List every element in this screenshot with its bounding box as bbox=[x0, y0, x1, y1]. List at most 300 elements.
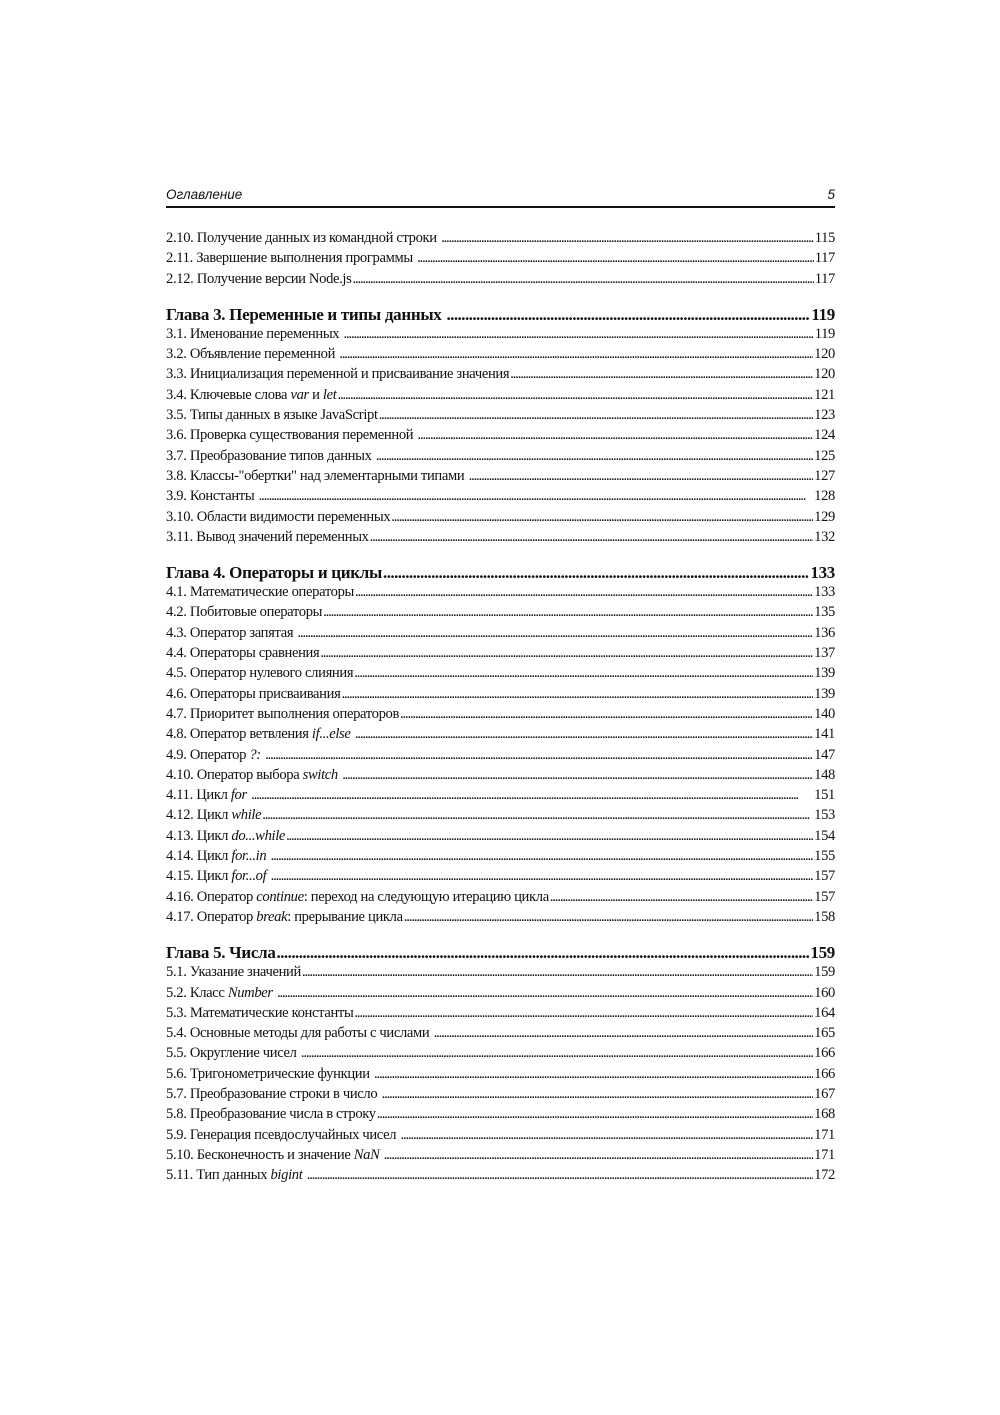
toc-entry-title-part: Получение версии Node.js bbox=[196, 270, 352, 287]
toc-entry-title-part: break bbox=[256, 908, 288, 925]
toc-entry-page: 136 bbox=[814, 624, 835, 641]
toc-entry-title-part: Number bbox=[227, 984, 273, 1001]
toc-entry-label bbox=[166, 1064, 373, 1084]
toc-entry-label bbox=[166, 907, 403, 927]
toc-entry-title-part: Бесконечность и значение bbox=[196, 1146, 354, 1163]
toc-entry[interactable] bbox=[166, 765, 835, 785]
dot-leader bbox=[382, 1084, 814, 1104]
toc-entry-title-part: Именование переменных bbox=[189, 325, 343, 342]
toc-entry[interactable] bbox=[166, 684, 835, 704]
toc-entry-title-part: : переход на следующую итерацию цикла bbox=[303, 888, 549, 905]
toc-entry-label bbox=[166, 684, 340, 704]
toc-entry-page: 125 bbox=[814, 447, 835, 464]
toc-entry-number: 2.12. bbox=[166, 270, 194, 287]
toc-entry-number: 4.15. bbox=[166, 868, 194, 885]
toc-entry-title-part: Преобразование типов данных bbox=[189, 447, 375, 464]
toc-entry-title-part: ?: bbox=[249, 746, 261, 763]
dot-leader bbox=[320, 643, 813, 663]
dot-leader bbox=[400, 704, 813, 724]
toc-entry-label bbox=[166, 866, 270, 886]
toc-entry-number: 5.6. bbox=[166, 1065, 187, 1082]
toc-entry-page: 132 bbox=[814, 528, 835, 545]
toc-entry-title-part: Получение данных из командной строки bbox=[196, 230, 441, 246]
toc-entry-page: 133 bbox=[810, 563, 835, 583]
toc-entry-title-part: let bbox=[322, 386, 337, 403]
toc-entry-title-part bbox=[273, 985, 276, 1001]
toc-entry-number: 5.1. bbox=[166, 964, 187, 981]
toc-entry-number: 4.9. bbox=[166, 746, 187, 763]
toc-entry-title-part: Ключевые слова bbox=[189, 386, 291, 403]
toc-entry-title-part: Цикл bbox=[196, 787, 231, 804]
dot-leader bbox=[341, 684, 813, 704]
toc-entry[interactable] bbox=[166, 486, 835, 506]
toc-entry[interactable] bbox=[166, 1064, 835, 1084]
toc-entry-number: 4.16. bbox=[166, 888, 194, 905]
toc-entry-number: 4.2. bbox=[166, 604, 187, 621]
toc-entry-label bbox=[166, 446, 375, 466]
toc-entry-title-part: и bbox=[308, 386, 323, 403]
toc-entry-number: 4.14. bbox=[166, 848, 194, 865]
toc-entry-page: 119 bbox=[814, 325, 835, 342]
toc-entry-title-part: Побитовые операторы bbox=[189, 604, 323, 621]
toc-entry-page: 157 bbox=[814, 888, 835, 905]
toc-entry-label bbox=[166, 1043, 300, 1063]
dot-leader bbox=[342, 765, 813, 785]
dot-leader bbox=[323, 602, 813, 622]
toc-entry-label bbox=[166, 785, 250, 805]
toc-entry-page: 127 bbox=[814, 467, 835, 484]
toc-entry-number: 4.13. bbox=[166, 827, 194, 844]
toc-entry-number: Глава 4. bbox=[166, 563, 226, 583]
toc-entry-title-part: Классы-"обертки" над элементарными типами bbox=[189, 467, 468, 484]
toc-entry-title-part: Операторы и циклы bbox=[229, 563, 382, 583]
toc-entry-title-part: Константы bbox=[189, 488, 258, 505]
toc-entry-number: 2.11. bbox=[166, 250, 193, 267]
dot-leader bbox=[259, 486, 814, 506]
toc-chapter-heading[interactable] bbox=[166, 563, 835, 582]
toc-entry-number: 4.7. bbox=[166, 705, 187, 722]
toc-entry-page: 151 bbox=[814, 787, 835, 804]
dot-leader bbox=[469, 466, 814, 486]
toc-entry-page: 117 bbox=[814, 250, 835, 267]
dot-leader bbox=[377, 1104, 813, 1124]
toc-entry-page: 171 bbox=[814, 1146, 835, 1163]
toc-entry-label bbox=[166, 846, 270, 866]
toc-entry-label bbox=[166, 887, 549, 907]
toc-entry[interactable] bbox=[166, 405, 835, 425]
toc-entry-label bbox=[166, 663, 353, 683]
toc-entry-page: 154 bbox=[814, 827, 835, 844]
toc-entry-title-part: bigint bbox=[270, 1167, 303, 1184]
toc-entry-page: 171 bbox=[814, 1126, 835, 1143]
toc-entry-title-part: switch bbox=[302, 766, 338, 783]
toc-entry-page: 148 bbox=[814, 766, 835, 783]
toc-entry-number: 5.2. bbox=[166, 984, 187, 1001]
toc-entry-label bbox=[166, 704, 399, 724]
toc-entry[interactable] bbox=[166, 1125, 835, 1145]
toc-entry-number: 3.11. bbox=[166, 528, 193, 545]
toc-entry-number: 5.8. bbox=[166, 1106, 187, 1123]
toc-entry-label bbox=[166, 248, 416, 268]
toc-entry-label bbox=[166, 486, 258, 506]
toc-entry-page: 164 bbox=[814, 1004, 835, 1021]
toc-entry-title-part: Типы данных в языке JavaScript bbox=[189, 407, 378, 424]
toc-entry-title-part: if...else bbox=[311, 726, 351, 743]
toc-entry-label bbox=[166, 344, 338, 364]
toc-entry[interactable] bbox=[166, 1023, 835, 1043]
toc-entry[interactable] bbox=[166, 385, 835, 405]
toc-entry-page: 159 bbox=[814, 964, 835, 981]
dot-leader bbox=[307, 1165, 813, 1185]
toc-entry-label bbox=[166, 1104, 376, 1124]
toc-entry-number: 4.1. bbox=[166, 584, 187, 601]
dot-leader bbox=[302, 962, 813, 982]
toc-entry-title-part: Оператор выбора bbox=[196, 766, 303, 783]
toc-entry-label bbox=[166, 1003, 353, 1023]
toc-entry[interactable] bbox=[166, 983, 835, 1003]
toc-entry[interactable] bbox=[166, 344, 835, 364]
dot-leader bbox=[251, 785, 813, 805]
toc-entry-label bbox=[166, 943, 276, 962]
toc-entry-page: 165 bbox=[814, 1025, 835, 1042]
toc-entry-label bbox=[166, 1084, 381, 1104]
page-number: 5 bbox=[827, 187, 835, 202]
dot-leader bbox=[277, 943, 810, 962]
dot-leader bbox=[510, 364, 813, 384]
dot-leader bbox=[297, 623, 813, 643]
dot-leader bbox=[370, 527, 814, 547]
toc-entry-title-part: Цикл bbox=[196, 848, 232, 865]
dot-leader bbox=[354, 1003, 813, 1023]
toc-entry-label bbox=[166, 582, 354, 602]
toc-entry-page: 121 bbox=[814, 386, 835, 403]
toc-entry-label bbox=[166, 643, 319, 663]
toc-entry-label bbox=[166, 305, 445, 324]
dot-leader bbox=[265, 745, 813, 765]
toc-entry-page: 153 bbox=[814, 807, 835, 824]
toc-entry-number: 4.11. bbox=[166, 787, 193, 804]
toc-entry-label bbox=[166, 364, 509, 384]
toc-entry-label bbox=[166, 724, 354, 744]
toc-entry[interactable] bbox=[166, 724, 835, 744]
toc-entry-title-part: Оператор bbox=[196, 908, 257, 925]
toc-entry-title-part: Преобразование строки в число bbox=[189, 1085, 381, 1102]
toc-entry-title-part: Операторы присваивания bbox=[189, 685, 341, 702]
toc-entry-title-part: Вывод значений переменных bbox=[196, 528, 369, 545]
dot-leader bbox=[400, 1125, 813, 1145]
toc-entry-title-part: Числа bbox=[229, 943, 276, 963]
toc-entry-label bbox=[166, 745, 264, 765]
toc-entry-page: 168 bbox=[814, 1106, 835, 1123]
toc-entry-label bbox=[166, 623, 296, 643]
toc-entry-page: 128 bbox=[814, 488, 835, 505]
toc-entry-title-part bbox=[247, 787, 250, 803]
dot-leader bbox=[355, 724, 813, 744]
toc-entry-title-part: Цикл bbox=[196, 868, 232, 885]
toc-entry-number: 4.12. bbox=[166, 807, 194, 824]
toc-entry[interactable] bbox=[166, 907, 835, 927]
toc-entry-number: 3.7. bbox=[166, 447, 187, 464]
toc-entry[interactable] bbox=[166, 887, 835, 907]
toc-entry-label bbox=[166, 466, 468, 486]
toc-entry-title-part: Инициализация переменной и присваивание значения bbox=[189, 366, 510, 383]
toc-entry-page: 157 bbox=[814, 868, 835, 885]
toc-entry-page: 140 bbox=[814, 705, 835, 722]
toc-entry-page: 159 bbox=[810, 943, 835, 963]
dot-leader bbox=[374, 1064, 813, 1084]
toc-entry-title-part: var bbox=[290, 386, 309, 403]
toc-entry-page: 119 bbox=[811, 304, 835, 324]
toc-entry-number: Глава 5. bbox=[166, 943, 226, 963]
toc-entry-title-part bbox=[338, 767, 341, 783]
toc-entry[interactable] bbox=[166, 1104, 835, 1124]
toc-entry-label bbox=[166, 228, 440, 248]
toc-entry-title-part: Тригонометрические функции bbox=[189, 1065, 374, 1082]
toc-entry[interactable] bbox=[166, 324, 835, 344]
toc-entry-page: 166 bbox=[814, 1045, 835, 1062]
toc-entry-number: Глава 3. bbox=[166, 304, 226, 324]
toc-entry[interactable] bbox=[166, 704, 835, 724]
toc-entry-title-part: Генерация псевдослучайных чисел bbox=[189, 1126, 400, 1143]
toc-entry-page: 117 bbox=[814, 270, 835, 287]
toc-entry-page: 135 bbox=[814, 604, 835, 621]
toc-entry-number: 3.8. bbox=[166, 467, 187, 484]
dot-leader bbox=[337, 385, 813, 405]
toc-entry-number: 4.4. bbox=[166, 645, 187, 662]
dot-leader bbox=[286, 826, 813, 846]
toc-entry-number: 3.5. bbox=[166, 407, 187, 424]
toc-entry-title-part: Оператор нулевого слияния bbox=[189, 665, 354, 682]
toc-entry-title-part: for...of bbox=[231, 868, 267, 885]
running-header-title: Оглавление bbox=[166, 187, 243, 202]
toc-entry-title-part: Объявление переменной bbox=[189, 346, 339, 363]
toc-entry-number: 3.9. bbox=[166, 488, 187, 505]
toc-entry[interactable] bbox=[166, 962, 835, 982]
toc-entry-page: 147 bbox=[814, 746, 835, 763]
toc-entry[interactable] bbox=[166, 364, 835, 384]
toc-entry-title-part: Математические операторы bbox=[189, 584, 355, 601]
toc-entry-page: 120 bbox=[814, 346, 835, 363]
toc-entry-label bbox=[166, 826, 285, 846]
toc-entry-label bbox=[166, 962, 301, 982]
toc-entry-page: 129 bbox=[814, 508, 835, 525]
toc-entry-label bbox=[166, 1165, 306, 1185]
toc-entry-number: 4.6. bbox=[166, 685, 187, 702]
dot-leader bbox=[354, 663, 813, 683]
toc-entry-title-part bbox=[302, 1167, 305, 1183]
dot-leader bbox=[434, 1023, 813, 1043]
toc-entry-page: 124 bbox=[814, 427, 835, 444]
toc-entry-page: 160 bbox=[814, 984, 835, 1001]
dot-leader bbox=[277, 983, 813, 1003]
toc-entry-number: 3.10. bbox=[166, 508, 194, 525]
dot-leader bbox=[376, 446, 813, 466]
toc-entry-label bbox=[166, 1125, 399, 1145]
toc-entry-title-part: Завершение выполнения программы bbox=[196, 250, 417, 267]
toc-entry-number: 5.5. bbox=[166, 1045, 187, 1062]
dot-leader bbox=[339, 344, 813, 364]
toc-entry-title-part: Проверка существования переменной bbox=[189, 427, 417, 444]
toc-entry-title-part: continue bbox=[256, 888, 304, 905]
dot-leader bbox=[417, 248, 814, 268]
toc-entry[interactable] bbox=[166, 663, 835, 683]
toc-entry-title-part: NaN bbox=[353, 1146, 380, 1163]
toc-entry-label bbox=[166, 425, 417, 445]
toc-entry-number: 3.4. bbox=[166, 386, 187, 403]
toc-entry[interactable] bbox=[166, 846, 835, 866]
dot-leader bbox=[446, 305, 810, 324]
toc-entry-page: 167 bbox=[814, 1085, 835, 1102]
toc-entry[interactable] bbox=[166, 826, 835, 846]
toc-entry[interactable] bbox=[166, 582, 835, 602]
toc-entry[interactable] bbox=[166, 785, 835, 805]
toc-entry-title-part bbox=[261, 747, 264, 763]
toc-entry-page: 120 bbox=[814, 366, 835, 383]
toc-entry-number: 5.3. bbox=[166, 1004, 187, 1021]
toc-entry-label bbox=[166, 405, 378, 425]
running-header bbox=[166, 186, 835, 208]
toc-entry[interactable] bbox=[166, 446, 835, 466]
toc-entry-title-part: Операторы сравнения bbox=[189, 645, 320, 662]
toc-entry[interactable] bbox=[166, 228, 835, 248]
toc-entry-title-part bbox=[351, 726, 354, 742]
toc-entry-label bbox=[166, 385, 336, 405]
toc-entry-title-part: for...in bbox=[231, 848, 267, 865]
toc-entry[interactable] bbox=[166, 1043, 835, 1063]
toc-entry-number: 3.6. bbox=[166, 427, 187, 444]
toc-entry-title-part: Оператор запятая bbox=[189, 624, 297, 641]
dot-leader bbox=[384, 1145, 813, 1165]
toc-entry-page: 158 bbox=[814, 908, 835, 925]
toc-entry[interactable] bbox=[166, 527, 835, 547]
toc-entry-number: 5.9. bbox=[166, 1126, 187, 1143]
toc-entry[interactable] bbox=[166, 866, 835, 886]
toc-entry-number: 4.10. bbox=[166, 766, 194, 783]
dot-leader bbox=[383, 563, 809, 582]
toc-entry[interactable] bbox=[166, 805, 835, 825]
toc-entry-title-part: Области видимости переменных bbox=[196, 508, 391, 525]
toc-entry-page: 141 bbox=[814, 726, 835, 743]
toc-entry-title-part: Основные методы для работы с числами bbox=[189, 1025, 433, 1042]
toc-entry-label bbox=[166, 324, 343, 344]
toc-entry[interactable] bbox=[166, 602, 835, 622]
toc-entry[interactable] bbox=[166, 466, 835, 486]
toc-entry-title-part: do...while bbox=[231, 827, 286, 844]
toc-entry-number: 5.11. bbox=[166, 1167, 193, 1184]
toc-entry-label bbox=[166, 983, 276, 1003]
dot-leader bbox=[379, 405, 813, 425]
toc-entry[interactable] bbox=[166, 507, 835, 527]
toc-entry[interactable] bbox=[166, 623, 835, 643]
toc-entry-label bbox=[166, 507, 390, 527]
toc-entry-number: 4.5. bbox=[166, 665, 187, 682]
toc-entry-title-part: Округление чисел bbox=[189, 1045, 300, 1062]
dot-leader bbox=[344, 324, 814, 344]
toc-entry-title-part bbox=[379, 1147, 382, 1163]
dot-leader bbox=[550, 887, 813, 907]
toc-entry-number: 3.3. bbox=[166, 366, 187, 383]
toc-entry[interactable] bbox=[166, 1003, 835, 1023]
toc-entry-title-part: Класс bbox=[189, 984, 228, 1001]
toc-entry-label bbox=[166, 1145, 383, 1165]
toc-entry-title-part: Цикл bbox=[196, 807, 232, 824]
toc-entry[interactable] bbox=[166, 269, 835, 289]
dot-leader bbox=[355, 582, 813, 602]
dot-leader bbox=[441, 228, 814, 248]
toc-entry[interactable] bbox=[166, 248, 835, 268]
toc-entry-title-part: Переменные и типы данных bbox=[229, 304, 446, 324]
toc-entry-title-part: Приоритет выполнения операторов bbox=[189, 705, 400, 722]
toc-entry-label bbox=[166, 1023, 433, 1043]
toc-entry-page: 155 bbox=[814, 848, 835, 865]
toc-entry-title-part: Оператор bbox=[196, 888, 257, 905]
toc-entry-label bbox=[166, 765, 341, 785]
toc-entry[interactable] bbox=[166, 745, 835, 765]
dot-leader bbox=[391, 507, 813, 527]
toc-entry-number: 4.3. bbox=[166, 624, 187, 641]
dot-leader bbox=[352, 269, 813, 289]
dot-leader bbox=[271, 866, 814, 886]
dot-leader bbox=[418, 425, 814, 445]
toc-entry[interactable] bbox=[166, 1145, 835, 1165]
toc-entry-page: 139 bbox=[814, 685, 835, 702]
toc-entry-title-part: Математические константы bbox=[189, 1004, 354, 1021]
toc-entry-title-part bbox=[266, 848, 269, 864]
toc-entry-number: 5.10. bbox=[166, 1146, 194, 1163]
toc-chapter-heading[interactable] bbox=[166, 943, 835, 962]
toc-entry-title-part: Цикл bbox=[196, 827, 232, 844]
toc-entry-page: 115 bbox=[814, 230, 835, 246]
dot-leader bbox=[262, 805, 813, 825]
dot-leader bbox=[404, 907, 813, 927]
toc-entry-page: 133 bbox=[814, 584, 835, 601]
toc-entry-number: 5.7. bbox=[166, 1085, 187, 1102]
toc-entry-number: 5.4. bbox=[166, 1025, 187, 1042]
table-of-contents bbox=[166, 228, 835, 1185]
toc-entry-page: 166 bbox=[814, 1065, 835, 1082]
toc-entry-page: 172 bbox=[814, 1167, 835, 1184]
toc-entry-title-part: : прерывание цикла bbox=[287, 908, 403, 925]
toc-entry-page: 123 bbox=[814, 407, 835, 424]
toc-entry-title-part bbox=[266, 868, 269, 884]
toc-entry-page: 137 bbox=[814, 645, 835, 662]
toc-chapter-heading[interactable] bbox=[166, 305, 835, 324]
toc-entry-label bbox=[166, 527, 369, 547]
toc-entry-title-part: Тип данных bbox=[196, 1167, 271, 1184]
toc-entry-title-part: for bbox=[230, 787, 247, 804]
toc-entry-label bbox=[166, 805, 261, 825]
toc-entry-number: 3.1. bbox=[166, 325, 187, 342]
toc-entry-label bbox=[166, 602, 322, 622]
toc-entry-title-part: while bbox=[231, 807, 262, 824]
toc-entry-number: 2.10. bbox=[166, 230, 194, 246]
toc-entry-label bbox=[166, 269, 351, 289]
toc-entry-title-part: Преобразование числа в строку bbox=[189, 1106, 376, 1123]
toc-entry-page: 139 bbox=[814, 665, 835, 682]
dot-leader bbox=[301, 1043, 813, 1063]
toc-entry-title-part: Оператор bbox=[189, 746, 250, 763]
toc-entry-title-part: Оператор ветвления bbox=[189, 726, 312, 743]
toc-entry[interactable] bbox=[166, 643, 835, 663]
toc-entry-title-part: Указание значений bbox=[189, 964, 301, 981]
toc-entry[interactable] bbox=[166, 1084, 835, 1104]
toc-entry[interactable] bbox=[166, 425, 835, 445]
toc-entry[interactable] bbox=[166, 1165, 835, 1185]
toc-entry-number: 4.8. bbox=[166, 726, 187, 743]
toc-entry-number: 3.2. bbox=[166, 346, 187, 363]
toc-entry-number: 4.17. bbox=[166, 908, 194, 925]
toc-entry-label bbox=[166, 563, 382, 582]
